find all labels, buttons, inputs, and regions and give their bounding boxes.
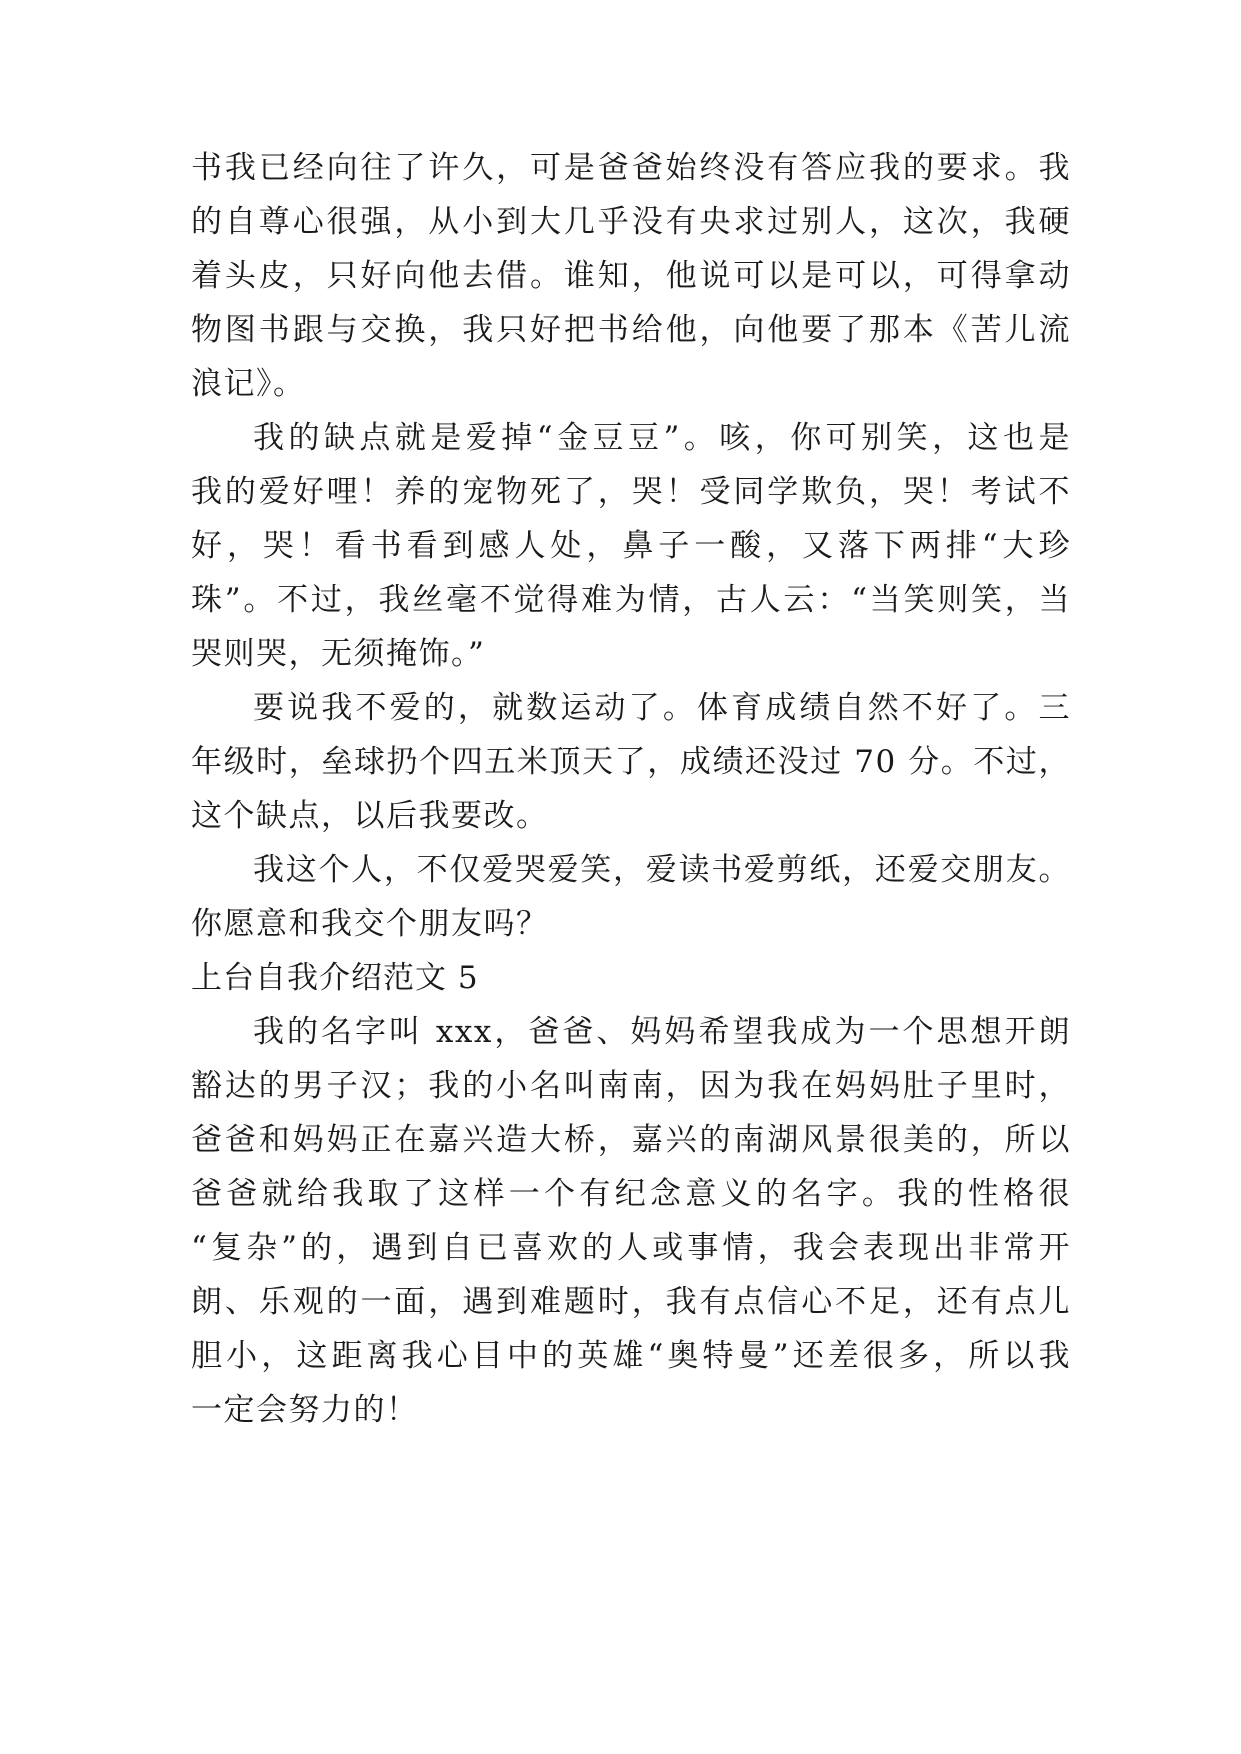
- text-line: 朗、乐观的一面，遇到难题时，我有点信心不足，还有点儿: [191, 1284, 1071, 1320]
- text-line: 爸爸就给我取了这样一个有纪念意义的名字。我的性格很: [191, 1176, 1071, 1212]
- text-line: 珠”。不过，我丝毫不觉得难为情，古人云：“当笑则笑，当: [191, 582, 1071, 618]
- text-line: 胆小，这距离我心目中的英雄“奥特曼”还差很多，所以我: [191, 1338, 1071, 1374]
- text-line: 这个缺点，以后我要改。: [191, 798, 549, 834]
- text-line: 书我已经向往了许久，可是爸爸始终没有答应我的要求。我: [191, 150, 1071, 186]
- text-line: 着头皮，只好向他去借。谁知，他说可以是可以，可得拿动: [191, 258, 1071, 294]
- paragraph-first-line: 我的名字叫 xxx，爸爸、妈妈希望我成为一个思想开朗: [253, 1014, 1071, 1050]
- paragraph-first-line: 要说我不爱的，就数运动了。体育成绩自然不好了。三: [253, 690, 1071, 726]
- text-line: 物图书跟与交换，我只好把书给他，向他要了那本《苦儿流: [191, 312, 1071, 348]
- text-line: 好，哭！看书看到感人处，鼻子一酸，又落下两排“大珍: [191, 528, 1071, 564]
- text-line: 浪记》。: [191, 366, 306, 402]
- text-line: 年级时，垒球扔个四五米顶天了，成绩还没过 70 分。不过，: [191, 744, 1071, 780]
- text-line: 豁达的男子汉；我的小名叫南南，因为我在妈妈肚子里时，: [191, 1068, 1071, 1104]
- text-line: 哭则哭，无须掩饰。”: [191, 636, 486, 672]
- text-line: 的自尊心很强，从小到大几乎没有央求过别人，这次，我硬: [191, 204, 1071, 240]
- paragraph-first-line: 我这个人，不仅爱哭爱笑，爱读书爱剪纸，还爱交朋友。: [253, 852, 1071, 888]
- text-line: 一定会努力的！: [191, 1392, 419, 1428]
- text-line: 爸爸和妈妈正在嘉兴造大桥，嘉兴的南湖风景很美的，所以: [191, 1122, 1071, 1158]
- paragraph-first-line: 我的缺点就是爱掉“金豆豆”。咳，你可别笑，这也是: [253, 420, 1071, 456]
- section-heading: 上台自我介绍范文 5: [191, 960, 479, 996]
- text-line: 我的爱好哩！养的宠物死了，哭！受同学欺负，哭！考试不: [191, 474, 1071, 510]
- text-line: “复杂”的，遇到自已喜欢的人或事情，我会表现出非常开: [191, 1230, 1071, 1266]
- text-line: 你愿意和我交个朋友吗？: [191, 906, 549, 942]
